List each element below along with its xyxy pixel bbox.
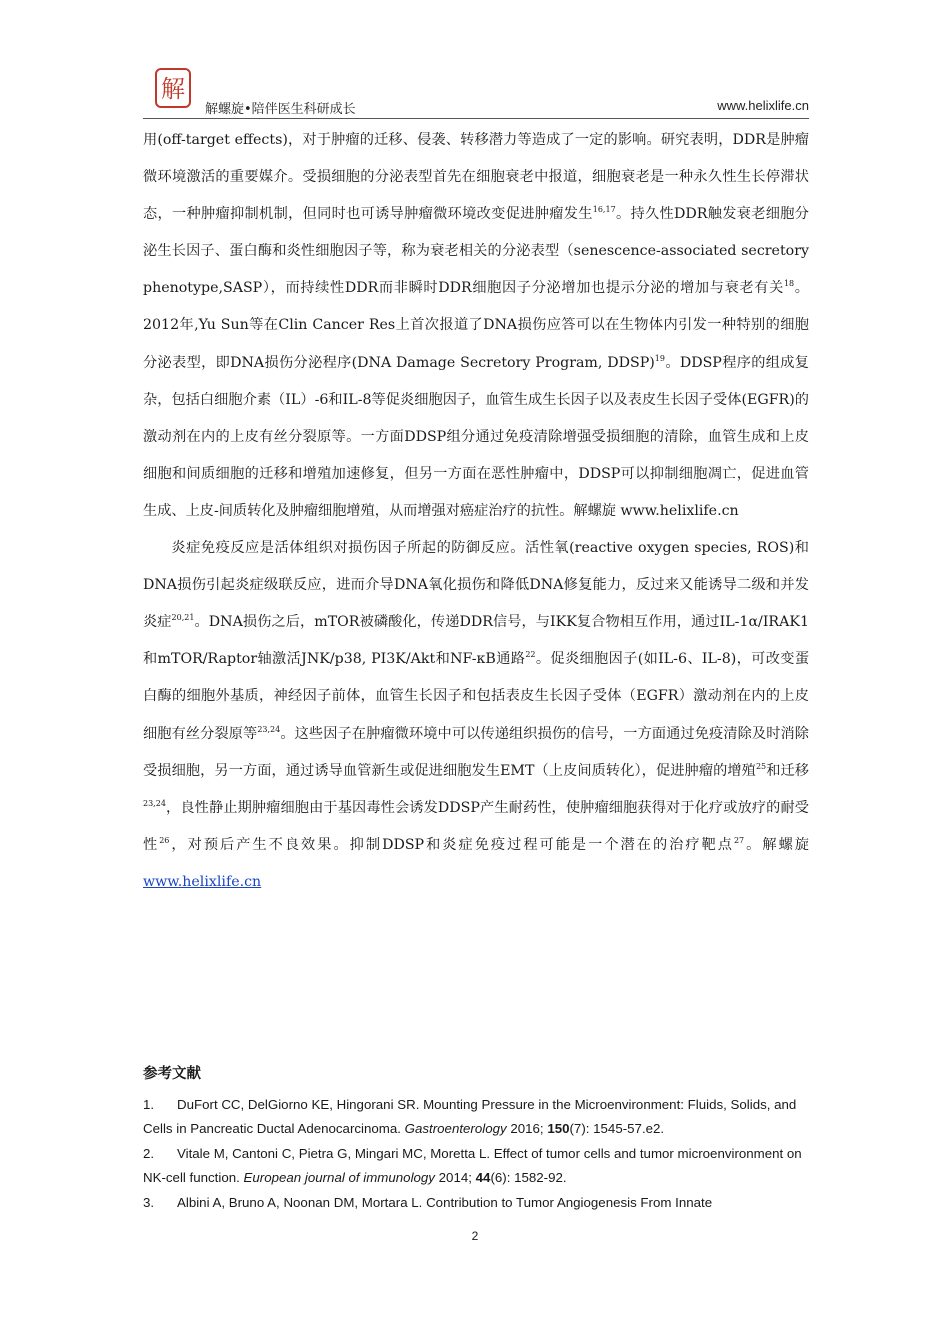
header-url[interactable]: www.helixlife.cn <box>717 98 809 113</box>
reference-volume: 150 <box>547 1121 570 1137</box>
citation-23-24: 23,24 <box>257 724 281 734</box>
p2-text-3: 。促炎细胞因子(如IL-6、IL-8)，可改变蛋白酶的细胞外基质，神经因子前体，血管生长因子和包括表皮生长因子受体（EGFR）激动剂在内的上皮细胞有丝分裂原等 <box>143 651 810 742</box>
reference-year: 2014; <box>434 1170 476 1186</box>
reference-pages: (7): 1545-57.e2. <box>569 1121 665 1137</box>
p1-text-2: 。持久性DDR触发衰老细胞分泌生长因子、蛋白酶和炎性细胞因子等，称为衰老相关的分泌表型（senescence-associated secretory phenotype,SASP），而持续性DDR而非瞬时DDR细胞因子分泌增加也提示分泌的增加与衰老有关 <box>143 206 809 297</box>
reference-pages: (6): 1582-92. <box>490 1170 567 1186</box>
citation-26: 26 <box>159 835 170 845</box>
p2-text-5: 和迁移 <box>766 762 809 779</box>
helixlife-logo <box>155 68 191 108</box>
reference-item <box>143 1142 809 1191</box>
citation-20-21: 20,21 <box>171 613 195 623</box>
citation-19: 19 <box>654 353 665 363</box>
reference-journal: European journal of immunology <box>243 1170 435 1186</box>
reference-journal: Gastroenterology <box>404 1121 507 1137</box>
page-number: 2 <box>471 1229 479 1243</box>
references-title: 参考文献 <box>143 1066 201 1082</box>
p2-text-7: ，对预后产生不良效果。抑制DDSP和炎症免疫过程可能是一个潜在的治疗靶点 <box>169 836 734 853</box>
citation-23-24-b: 23,24 <box>143 798 166 808</box>
logo-char: 解 <box>161 75 185 103</box>
reference-text: DuFort CC, DelGiorno KE, Hingorani SR. Mounting Pressure in the Microenvironment: Fluids, Solids, and Cells in Pancreatic Ductal Adenocarcinoma. <box>143 1097 797 1137</box>
references-list <box>143 1093 809 1215</box>
p1-text-3: 。2012年,Yu Sun等在Clin Cancer Res上首次报道了DNA损伤应答可以在生物体内引发一种特别的细胞分泌表型，即DNA损伤分泌程序(DNA Damage Secretory Program, DDSP) <box>143 280 809 371</box>
p1-text-4: 。DDSP程序的组成复杂，包括白细胞介素（IL）-6和IL-8等促炎细胞因子，血管生成生长因子以及表皮生长因子受体(EGFR)的激动剂在内的上皮有丝分裂原等。一方面DDSP组分通过免疫清除增强受损细胞的清除，血管生成和上皮细胞和间质细胞的迁移和增殖加速修复，但另一方面在恶性肿瘤中，DDSP可以抑制细胞凋亡，促进血管生成、上皮-间质转化及肿瘤细胞增殖，从而增强对癌症治疗的抗性。解螺旋 www.helixlife.cn <box>143 354 809 519</box>
citation-27: 27 <box>733 835 745 845</box>
header-brand: 解螺旋•陪伴医生科研成长 <box>205 102 356 117</box>
reference-number: 3. <box>143 1194 155 1210</box>
citation-25: 25 <box>755 761 767 771</box>
reference-text: Albini A, Bruno A, Noonan DM, Mortara L. Contribution to Tumor Angiogenesis From Innate <box>177 1194 713 1210</box>
reference-year: 2016; <box>506 1121 548 1137</box>
paragraph-2 <box>143 530 809 901</box>
citation-16-17: 16,17 <box>592 205 616 215</box>
reference-item <box>143 1093 809 1142</box>
helixlife-link[interactable]: www.helixlife.cn <box>143 873 262 890</box>
paragraph-1 <box>143 122 809 530</box>
reference-item <box>143 1191 809 1215</box>
p2-text-8: 。解螺旋 <box>744 836 809 853</box>
p2-text-4: 。这些因子在肿瘤微环境中可以传递组织损伤的信号，一方面通过免疫清除及时消除受损细胞，另一方面，通过诱导血管新生或促进细胞发生EMT（上皮间质转化），促进肿瘤的增殖 <box>143 725 809 779</box>
citation-22: 22 <box>525 650 536 660</box>
p2-text-2: 。DNA损伤之后，mTOR被磷酸化，传递DDR信号，与IKK复合物相互作用，通过IL-1α/IRAK1和mTOR/Raptor轴激活JNK/p38, PI3K/Akt和NF-κB通路 <box>143 614 809 668</box>
reference-volume: 44 <box>475 1170 491 1186</box>
body-text <box>143 122 809 901</box>
header-divider <box>143 118 809 119</box>
reference-number: 1. <box>143 1097 155 1112</box>
reference-text: Vitale M, Cantoni C, Pietra G, Mingari MC, Moretta L. Effect of tumor cells and tumor microenvironment on NK-cell function. <box>143 1145 802 1186</box>
p1-text-1: 用(off-target effects)，对于肿瘤的迁移、侵袭、转移潜力等造成了一定的影响。研究表明，DDR是肿瘤微环境激活的重要媒介。受损细胞的分泌表型首先在细胞衰老中报道，细胞衰老是一种永久性生长停滞状态，一种肿瘤抑制机制，但同时也可诱导肿瘤微环境改变促进肿瘤发生 <box>143 132 809 223</box>
p2-text-1: 炎症免疫反应是活体组织对损伤因子所起的防御反应。活性氧(reactive oxygen species, ROS)和DNA损伤引起炎症级联反应，进而介导DNA氧化损伤和降低DNA修复能力，反过来又能诱导二级和并发炎症 <box>143 540 809 631</box>
citation-18: 18 <box>783 279 795 289</box>
p2-text-6: ，良性静止期肿瘤细胞由于基因毒性会诱发DDSP产生耐药性，使肿瘤细胞获得对于化疗或放疗的耐受性 <box>143 799 809 853</box>
reference-number: 2. <box>143 1145 155 1161</box>
